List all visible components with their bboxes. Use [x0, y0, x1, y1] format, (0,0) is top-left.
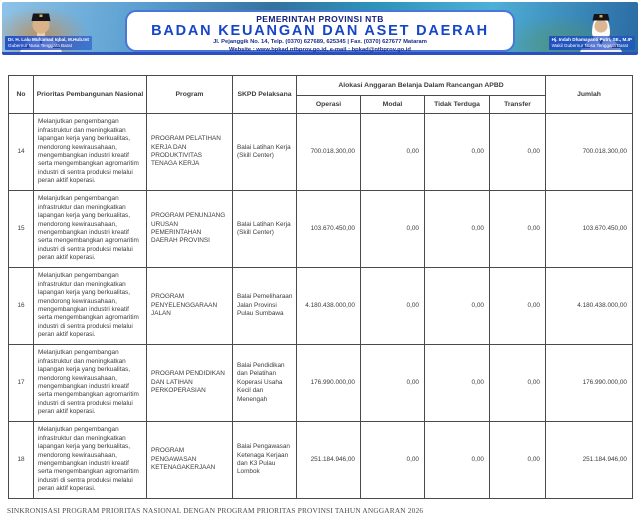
header-no: No: [9, 76, 34, 114]
cell-tidak-terduga: 0,00: [425, 345, 490, 422]
cell-program: PROGRAM PENDIDIKAN DAN LATIHAN PERKOPERASIAN: [147, 345, 233, 422]
table-row: [9, 345, 633, 422]
cell-skpd: Balai Pemeliharaan Jalan Provinsi Pulau Sumbawa: [233, 268, 297, 345]
cell-tidak-terduga: 0,00: [425, 114, 490, 191]
cell-transfer: 0,00: [490, 422, 546, 499]
cell-tidak-terduga: 0,00: [425, 191, 490, 268]
cell-skpd: Balai Pendidikan dan Pelatihan Koperasi Usaha Kecil dan Menengah: [233, 345, 297, 422]
cell-modal: 0,00: [361, 422, 425, 499]
header-tidak-terduga: Tidak Terduga: [425, 96, 490, 114]
cell-modal: 0,00: [361, 114, 425, 191]
cell-prioritas: Melanjutkan pengembangan infrastruktur dan meningkatkan lapangan kerja yang berkualitas, mendorong kewirausahaan, mengembangkan industri kreatif serta mengembangkan agromaritim industri di sentra produksi melalui peran aktif koperasi.: [34, 114, 147, 191]
cell-prioritas: Melanjutkan pengembangan infrastruktur dan meningkatkan lapangan kerja yang berkualitas, mendorong kewirausahaan, mengembangkan industri kreatif serta mengembangkan agromaritim industri di sentra produksi melalui peran aktif koperasi.: [34, 345, 147, 422]
cell-operasi: 103.670.450,00: [297, 191, 361, 268]
cell-skpd: Balai Latihan Kerja (Skill Center): [233, 191, 297, 268]
cell-program: PROGRAM PENGAWASAN KETENAGAKERJAAN: [147, 422, 233, 499]
cell-transfer: 0,00: [490, 114, 546, 191]
cell-prioritas: Melanjutkan pengembangan infrastruktur dan meningkatkan lapangan kerja yang berkualitas, mendorong kewirausahaan, mengembangkan industri kreatif serta mengembangkan agromaritim industri di sentra produksi melalui peran aktif koperasi.: [34, 268, 147, 345]
cell-jumlah: 700.018.300,00: [546, 114, 633, 191]
cell-no: 14: [9, 114, 34, 191]
cell-jumlah: 103.670.450,00: [546, 191, 633, 268]
header-modal: Modal: [361, 96, 425, 114]
header-transfer: Transfer: [490, 96, 546, 114]
cell-jumlah: 251.184.946,00: [546, 422, 633, 499]
vice-governor-caption: [549, 36, 635, 50]
header-program: Program: [147, 76, 233, 114]
cell-modal: 0,00: [361, 268, 425, 345]
cell-tidak-terduga: 0,00: [425, 422, 490, 499]
cell-prioritas: Melanjutkan pengembangan infrastruktur dan meningkatkan lapangan kerja yang berkualitas, mendorong kewirausahaan, mengembangkan industri kreatif serta mengembangkan agromaritim industri di sentra produksi melalui peran aktif koperasi.: [34, 422, 147, 499]
cell-no: 15: [9, 191, 34, 268]
table-row: [9, 422, 633, 499]
footer-note: SINKRONISASI PROGRAM PRIORITAS NASIONAL DENGAN PROGRAM PRIORITAS PROVINSI TAHUN ANGGARAN 2026: [7, 506, 424, 515]
table-row: [9, 114, 633, 191]
budget-table: [8, 75, 633, 499]
letterhead-banner: [2, 2, 638, 55]
agency-website-email: Website : www.bpkad.ntbprov.go.id, e-mail : bpkad@ntbprov.go.id: [229, 46, 411, 53]
cell-transfer: 0,00: [490, 268, 546, 345]
cell-transfer: 0,00: [490, 345, 546, 422]
cell-program: PROGRAM PENYELENGGARAAN JALAN: [147, 268, 233, 345]
cell-skpd: Balai Pengawasan Ketenaga Kerjaan dan K3 Pulau Lombok: [233, 422, 297, 499]
cell-skpd: Balai Latihan Kerja (Skill Center): [233, 114, 297, 191]
cell-operasi: 251.184.946,00: [297, 422, 361, 499]
cell-jumlah: 4.180.438.000,00: [546, 268, 633, 345]
header-skpd: SKPD Pelaksana: [233, 76, 297, 114]
header-prioritas: Prioritas Pembangunan Nasional: [34, 76, 147, 114]
cell-operasi: 4.180.438.000,00: [297, 268, 361, 345]
government-name: PEMERINTAH PROVINSI NTB: [256, 14, 384, 24]
agency-address: Jl. Pejanggik No. 14, Telp. (0370) 627689, 625345 | Fax. (0370) 627677 Mataram: [213, 39, 427, 46]
table-row: [9, 191, 633, 268]
cell-operasi: 176.990.000,00: [297, 345, 361, 422]
cell-tidak-terduga: 0,00: [425, 268, 490, 345]
cell-operasi: 700.018.300,00: [297, 114, 361, 191]
cell-no: 17: [9, 345, 34, 422]
cell-jumlah: 176.990.000,00: [546, 345, 633, 422]
header-alokasi-group: Alokasi Anggaran Belanja Dalam Rancangan APBD: [297, 76, 546, 96]
cell-transfer: 0,00: [490, 191, 546, 268]
governor-name: Dr. H. Lalu Muhamad Iqbal, M.Hub.Int: [8, 37, 89, 43]
vice-governor-name: Hj. Indah Dhamayanti Putri, SE., M.IP: [551, 37, 632, 43]
governor-caption: [5, 36, 92, 50]
table-row: [9, 268, 633, 345]
governor-title: Gubernur Nusa Tenggara Barat: [8, 43, 73, 49]
header-jumlah: Jumlah: [546, 76, 633, 114]
cell-modal: 0,00: [361, 345, 425, 422]
cell-program: PROGRAM PELATIHAN KERJA DAN PRODUKTIVITAS TENAGA KERJA: [147, 114, 233, 191]
cell-program: PROGRAM PENUNJANG URUSAN PEMERINTAHAN DAERAH PROVINSI: [147, 191, 233, 268]
cell-modal: 0,00: [361, 191, 425, 268]
cell-no: 18: [9, 422, 34, 499]
cell-no: 16: [9, 268, 34, 345]
header-operasi: Operasi: [297, 96, 361, 114]
letterhead-plate: [125, 10, 515, 52]
agency-name: BADAN KEUANGAN DAN ASET DAERAH: [151, 23, 489, 39]
vice-governor-title: Wakil Gubernur Nusa Tenggara Barat: [551, 43, 628, 49]
cell-prioritas: Melanjutkan pengembangan infrastruktur dan meningkatkan lapangan kerja yang berkualitas, mendorong kewirausahaan, mengembangkan industri kreatif serta mengembangkan agromaritim industri di sentra produksi melalui peran aktif koperasi.: [34, 191, 147, 268]
